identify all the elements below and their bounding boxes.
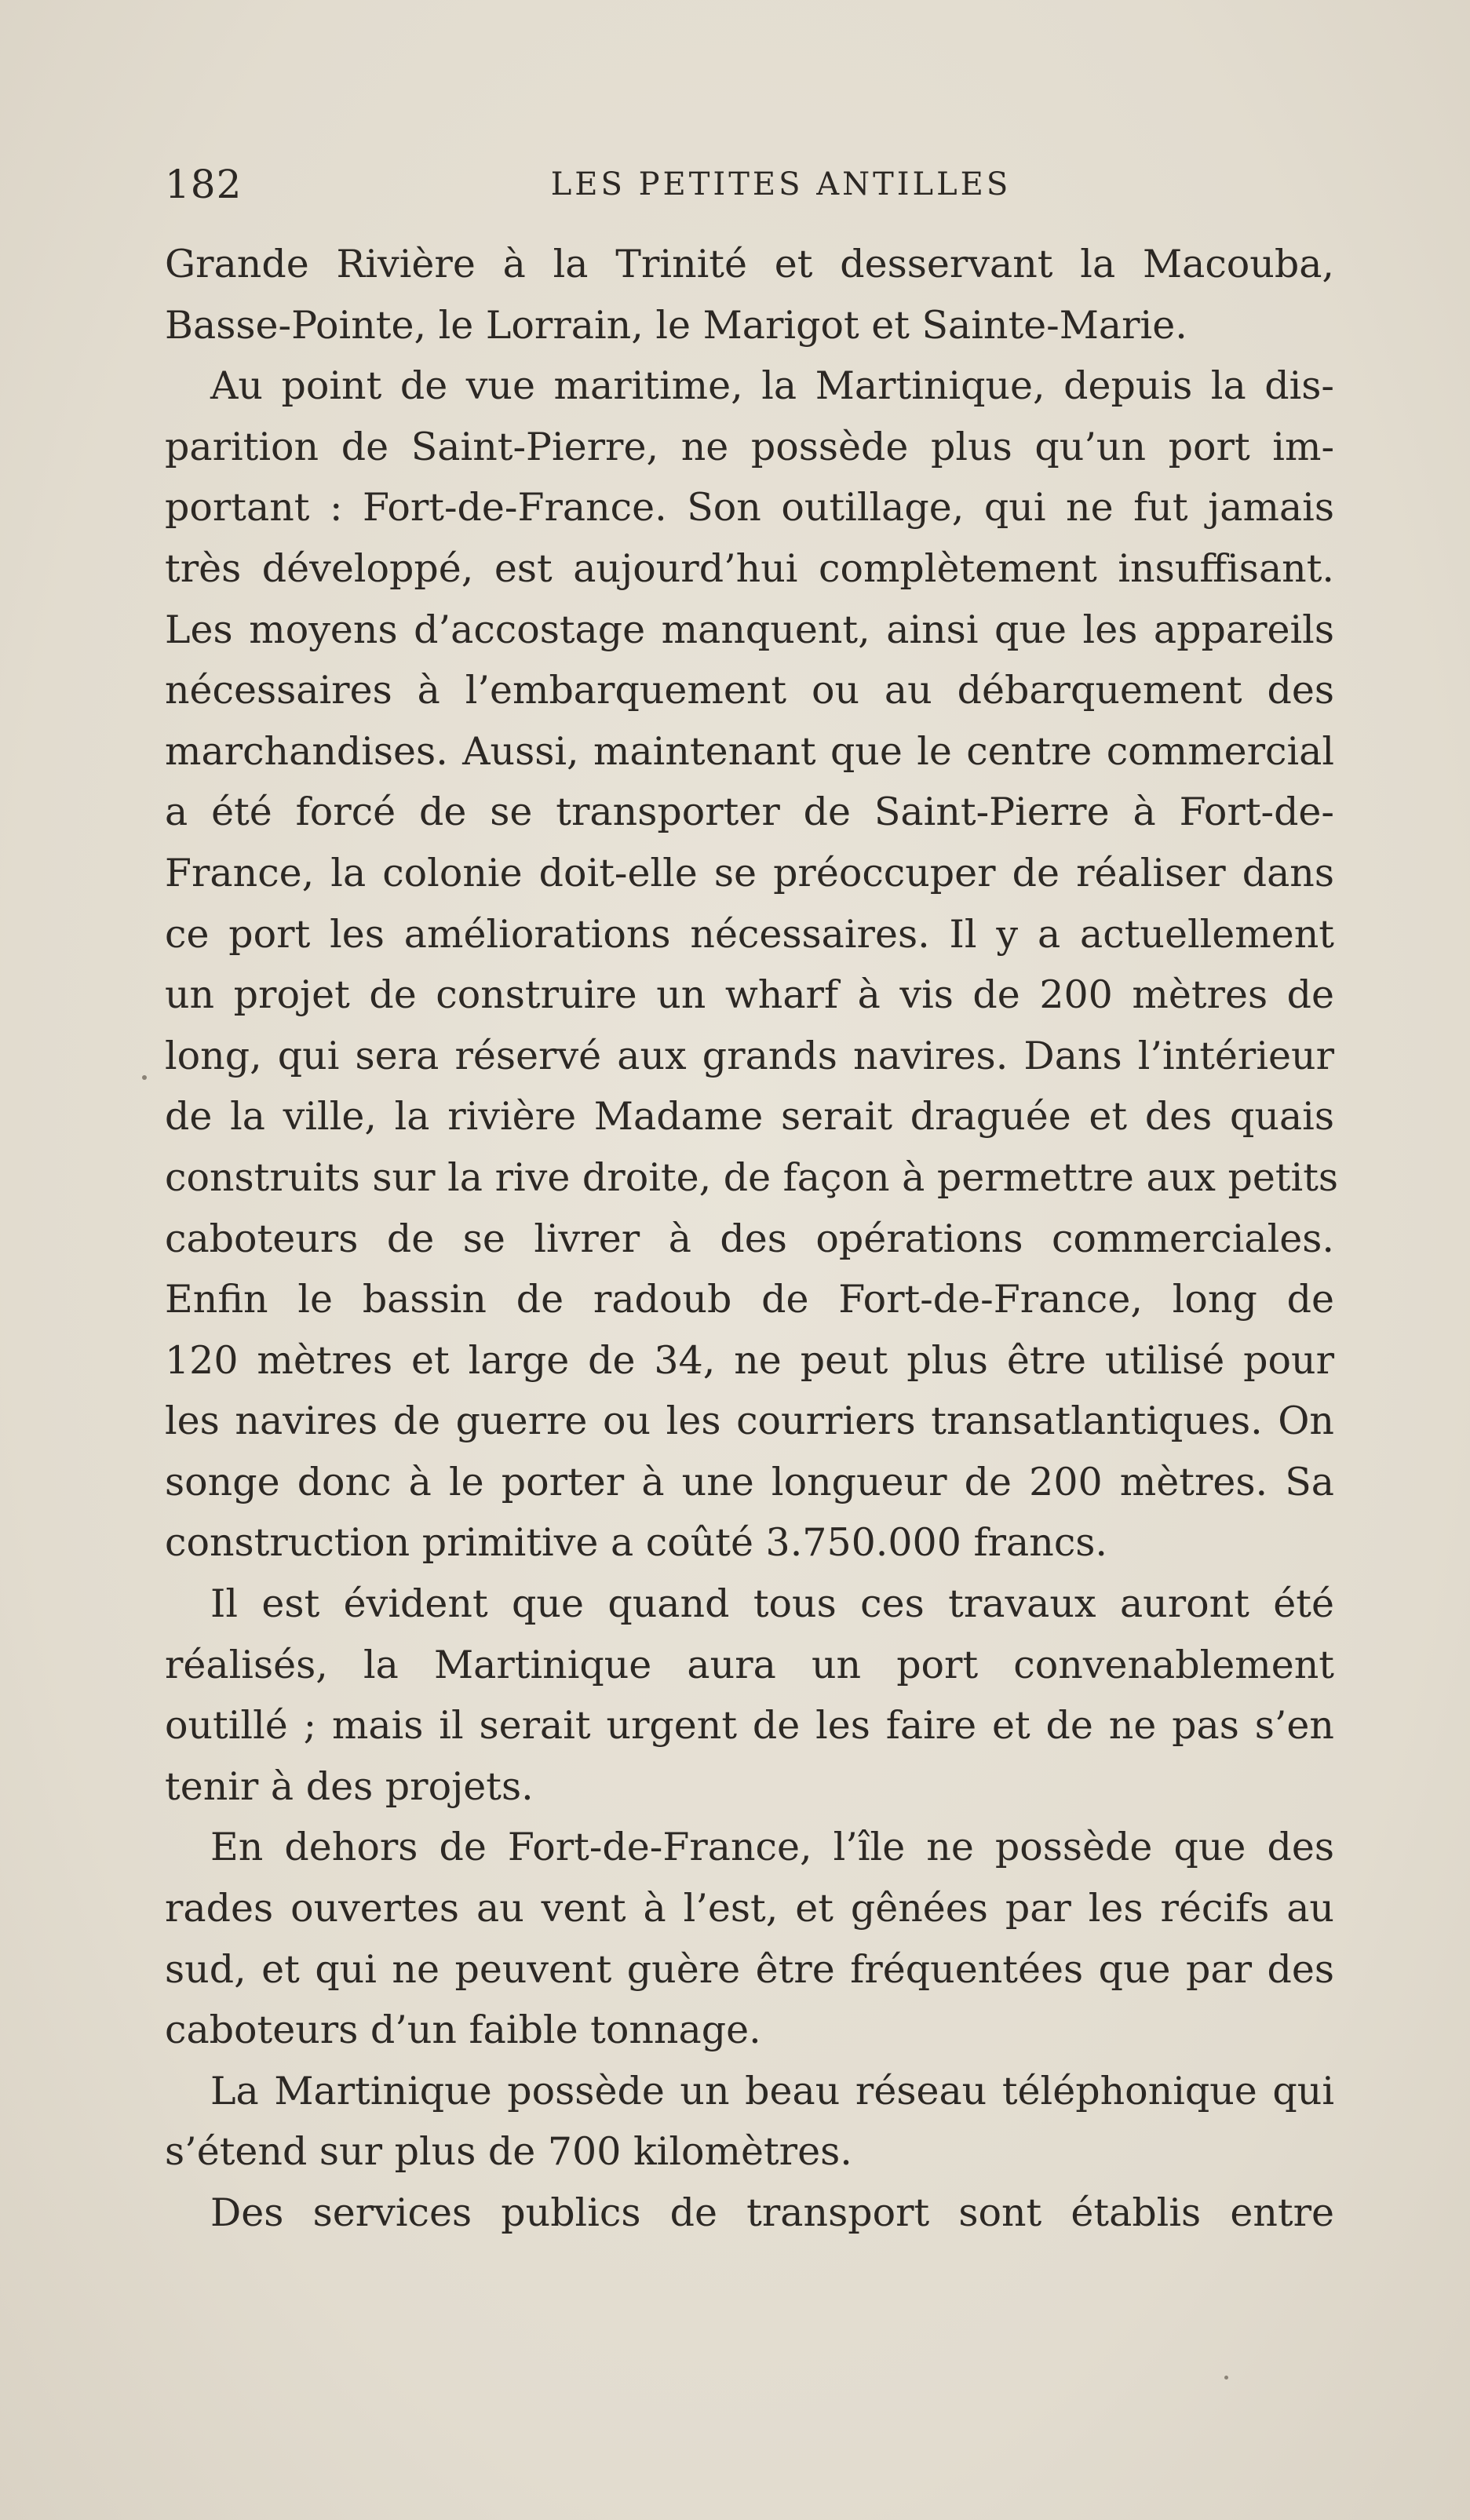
text-line: construits sur la rive droite, de façon à permettre aux petits: [165, 1154, 1339, 1200]
text-line: tenir à des projets.: [165, 1763, 534, 1809]
text-line: Enfin le bassin de radoub de Fort-de-France, long de: [165, 1277, 1334, 1322]
text-line: un projet de construire un wharf à vis de 200 mètres de: [165, 972, 1334, 1018]
paragraph-start-line: Des services publics de transport sont établis entre: [210, 2190, 1334, 2235]
text-line: France, la colonie doit-elle se préoccuper de réaliser dans: [165, 850, 1334, 895]
text-line: caboteurs d’un faible tonnage.: [165, 2008, 761, 2053]
text-line: a été forcé de se transporter de Saint-Pierre à Fort-de-: [165, 790, 1334, 835]
text-line: rades ouvertes au vent à l’est, et gênées par les récifs au: [165, 1886, 1334, 1931]
text-line: nécessaires à l’embarquement ou au débarquement des: [165, 668, 1334, 713]
text-line: outillé ; mais il serait urgent de les faire et de ne pas s’en: [165, 1703, 1334, 1749]
text-line: s’étend sur plus de 700 kilomètres.: [165, 2129, 852, 2175]
paragraph-start-line: Au point de vue maritime, la Martinique, depuis la dis-: [210, 363, 1334, 409]
text-line: réalisés, la Martinique aura un port convenablement: [165, 1642, 1334, 1687]
body-text: [165, 234, 1339, 2244]
paper-speck: [1224, 2376, 1228, 2380]
text-line: parition de Saint-Pierre, ne possède plus qu’un port im-: [165, 424, 1334, 469]
text-line: 120 mètres et large de 34, ne peut plus être utilisé pour: [165, 1337, 1334, 1383]
text-line: portant : Fort-de-France. Son outillage, qui ne fut jamais: [165, 485, 1334, 531]
text-line: les navires de guerre ou les courriers transatlantiques. On: [165, 1399, 1334, 1444]
text-line: Grande Rivière à la Trinité et desservant la Macouba,: [165, 242, 1334, 286]
text-line: Les moyens d’accostage manquent, ainsi que les appareils: [165, 607, 1334, 652]
text-line: Basse-Pointe, le Lorrain, le Marigot et Sainte-Marie.: [165, 302, 1187, 348]
text-line: ce port les améliorations nécessaires. Il y a actuellement: [165, 911, 1334, 957]
page-number: 182: [165, 162, 243, 207]
text-line: caboteurs de se livrer à des opérations commerciales.: [165, 1216, 1334, 1261]
paragraph-start-line: Il est évident que quand tous ces travaux auront été: [210, 1581, 1334, 1627]
text-line: de la ville, la rivière Madame serait draguée et des quais: [165, 1094, 1334, 1140]
text-line: très développé, est aujourd’hui complètement insuffisant.: [165, 545, 1334, 591]
text-line: sud, et qui ne peuvent guère être fréquentées que par des: [165, 1946, 1334, 1992]
page-header: [165, 157, 1334, 212]
text-line: marchandises. Aussi, maintenant que le centre commercial: [165, 728, 1334, 774]
text-line: songe donc à le porter à une longueur de 200 mètres. Sa: [165, 1459, 1334, 1504]
text-line: construction primitive a coûté 3.750.000 francs.: [165, 1520, 1107, 1566]
paragraph-start-line: La Martinique possède un beau réseau téléphonique qui: [210, 2068, 1334, 2113]
text-line: long, qui sera réservé aux grands navires. Dans l’intérieur: [165, 1033, 1334, 1078]
paper-speck: [142, 1075, 147, 1080]
running-title: LES PETITES ANTILLES: [550, 166, 1012, 202]
paragraph-start-line: En dehors de Fort-de-France, l’île ne possède que des: [210, 1825, 1334, 1870]
